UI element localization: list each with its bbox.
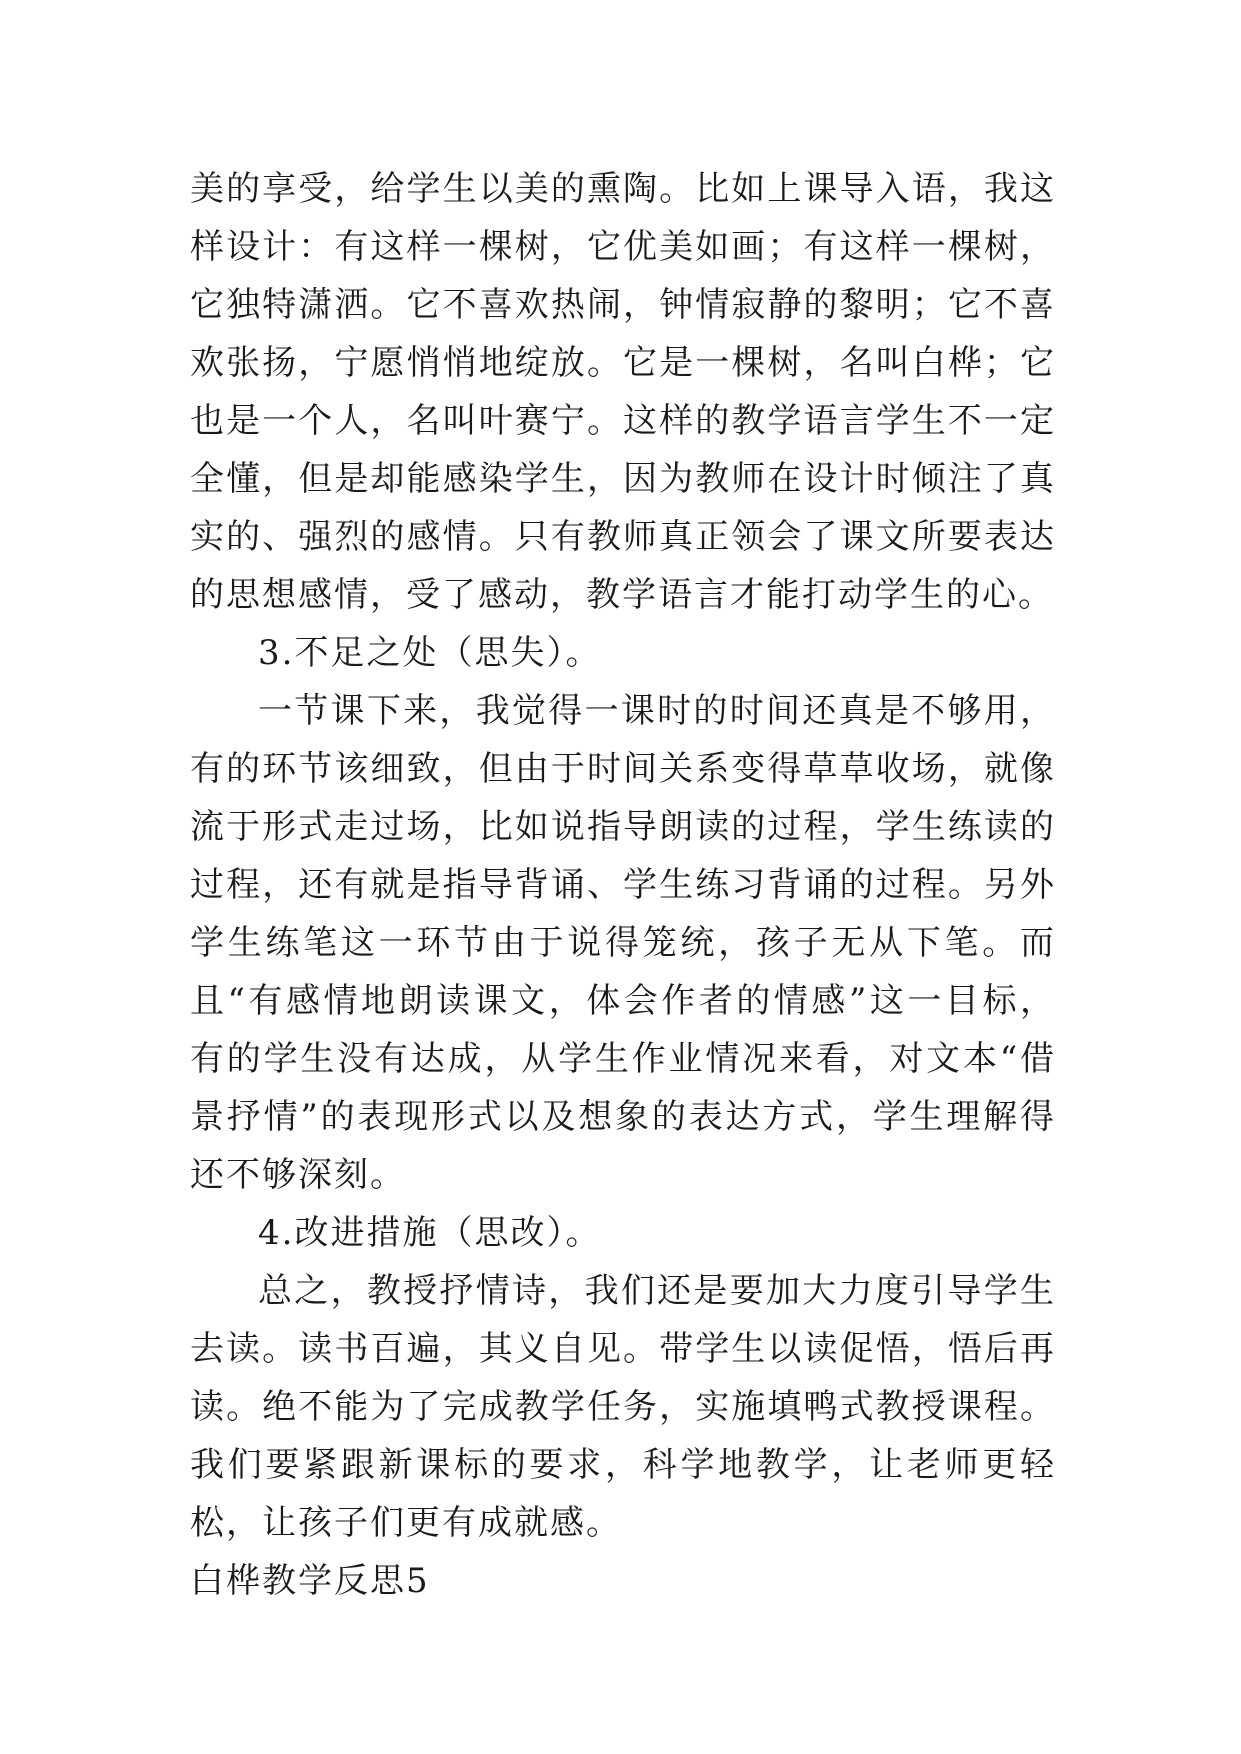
section-title: 白桦教学反思5 [190, 1561, 430, 1601]
paragraph-shortcomings-heading: 3.不足之处（思失）。 [258, 633, 602, 673]
paragraph-improvement-heading: 4.改进措施（思改）。 [258, 1213, 602, 1253]
document-body [190, 160, 1056, 1610]
paragraph-improvement-body: 总之，教授抒情诗，我们还是要加大力度引导学生去读。读书百遍，其义自见。带学生以读促悟，悟后再读。绝不能为了完成教学任务，实施填鸭式教授课程。我们要紧跟新课标的要求，科学地教学，让老师更轻松，让孩子们更有成就感。 [190, 1271, 1056, 1543]
paragraph-body-continuation: 美的享受，给学生以美的熏陶。比如上课导入语，我这样设计：有这样一棵树，它优美如画；有这样一棵树，它独特潇洒。它不喜欢热闹，钟情寂静的黎明；它不喜欢张扬，宁愿悄悄地绽放。它是一棵树，名叫白桦；它也是一个人，名叫叶赛宁。这样的教学语言学生不一定全懂，但是却能感染学生，因为教师在设计时倾注了真实的、强烈的感情。只有教师真正领会了课文所要表达的思想感情，受了感动，教学语言才能打动学生的心。 [190, 169, 1056, 615]
paragraph-shortcomings-body: 一节课下来，我觉得一课时的时间还真是不够用，有的环节该细致，但由于时间关系变得草草收场，就像流于形式走过场，比如说指导朗读的过程，学生练读的过程，还有就是指导背诵、学生练习背诵的过程。另外学生练笔这一环节由于说得笼统，孩子无从下笔。而且“有感情地朗读课文，体会作者的情感”这一目标，有的学生没有达成，从学生作业情况来看，对文本“借景抒情”的表现形式以及想象的表达方式，学生理解得还不够深刻。 [190, 691, 1056, 1195]
